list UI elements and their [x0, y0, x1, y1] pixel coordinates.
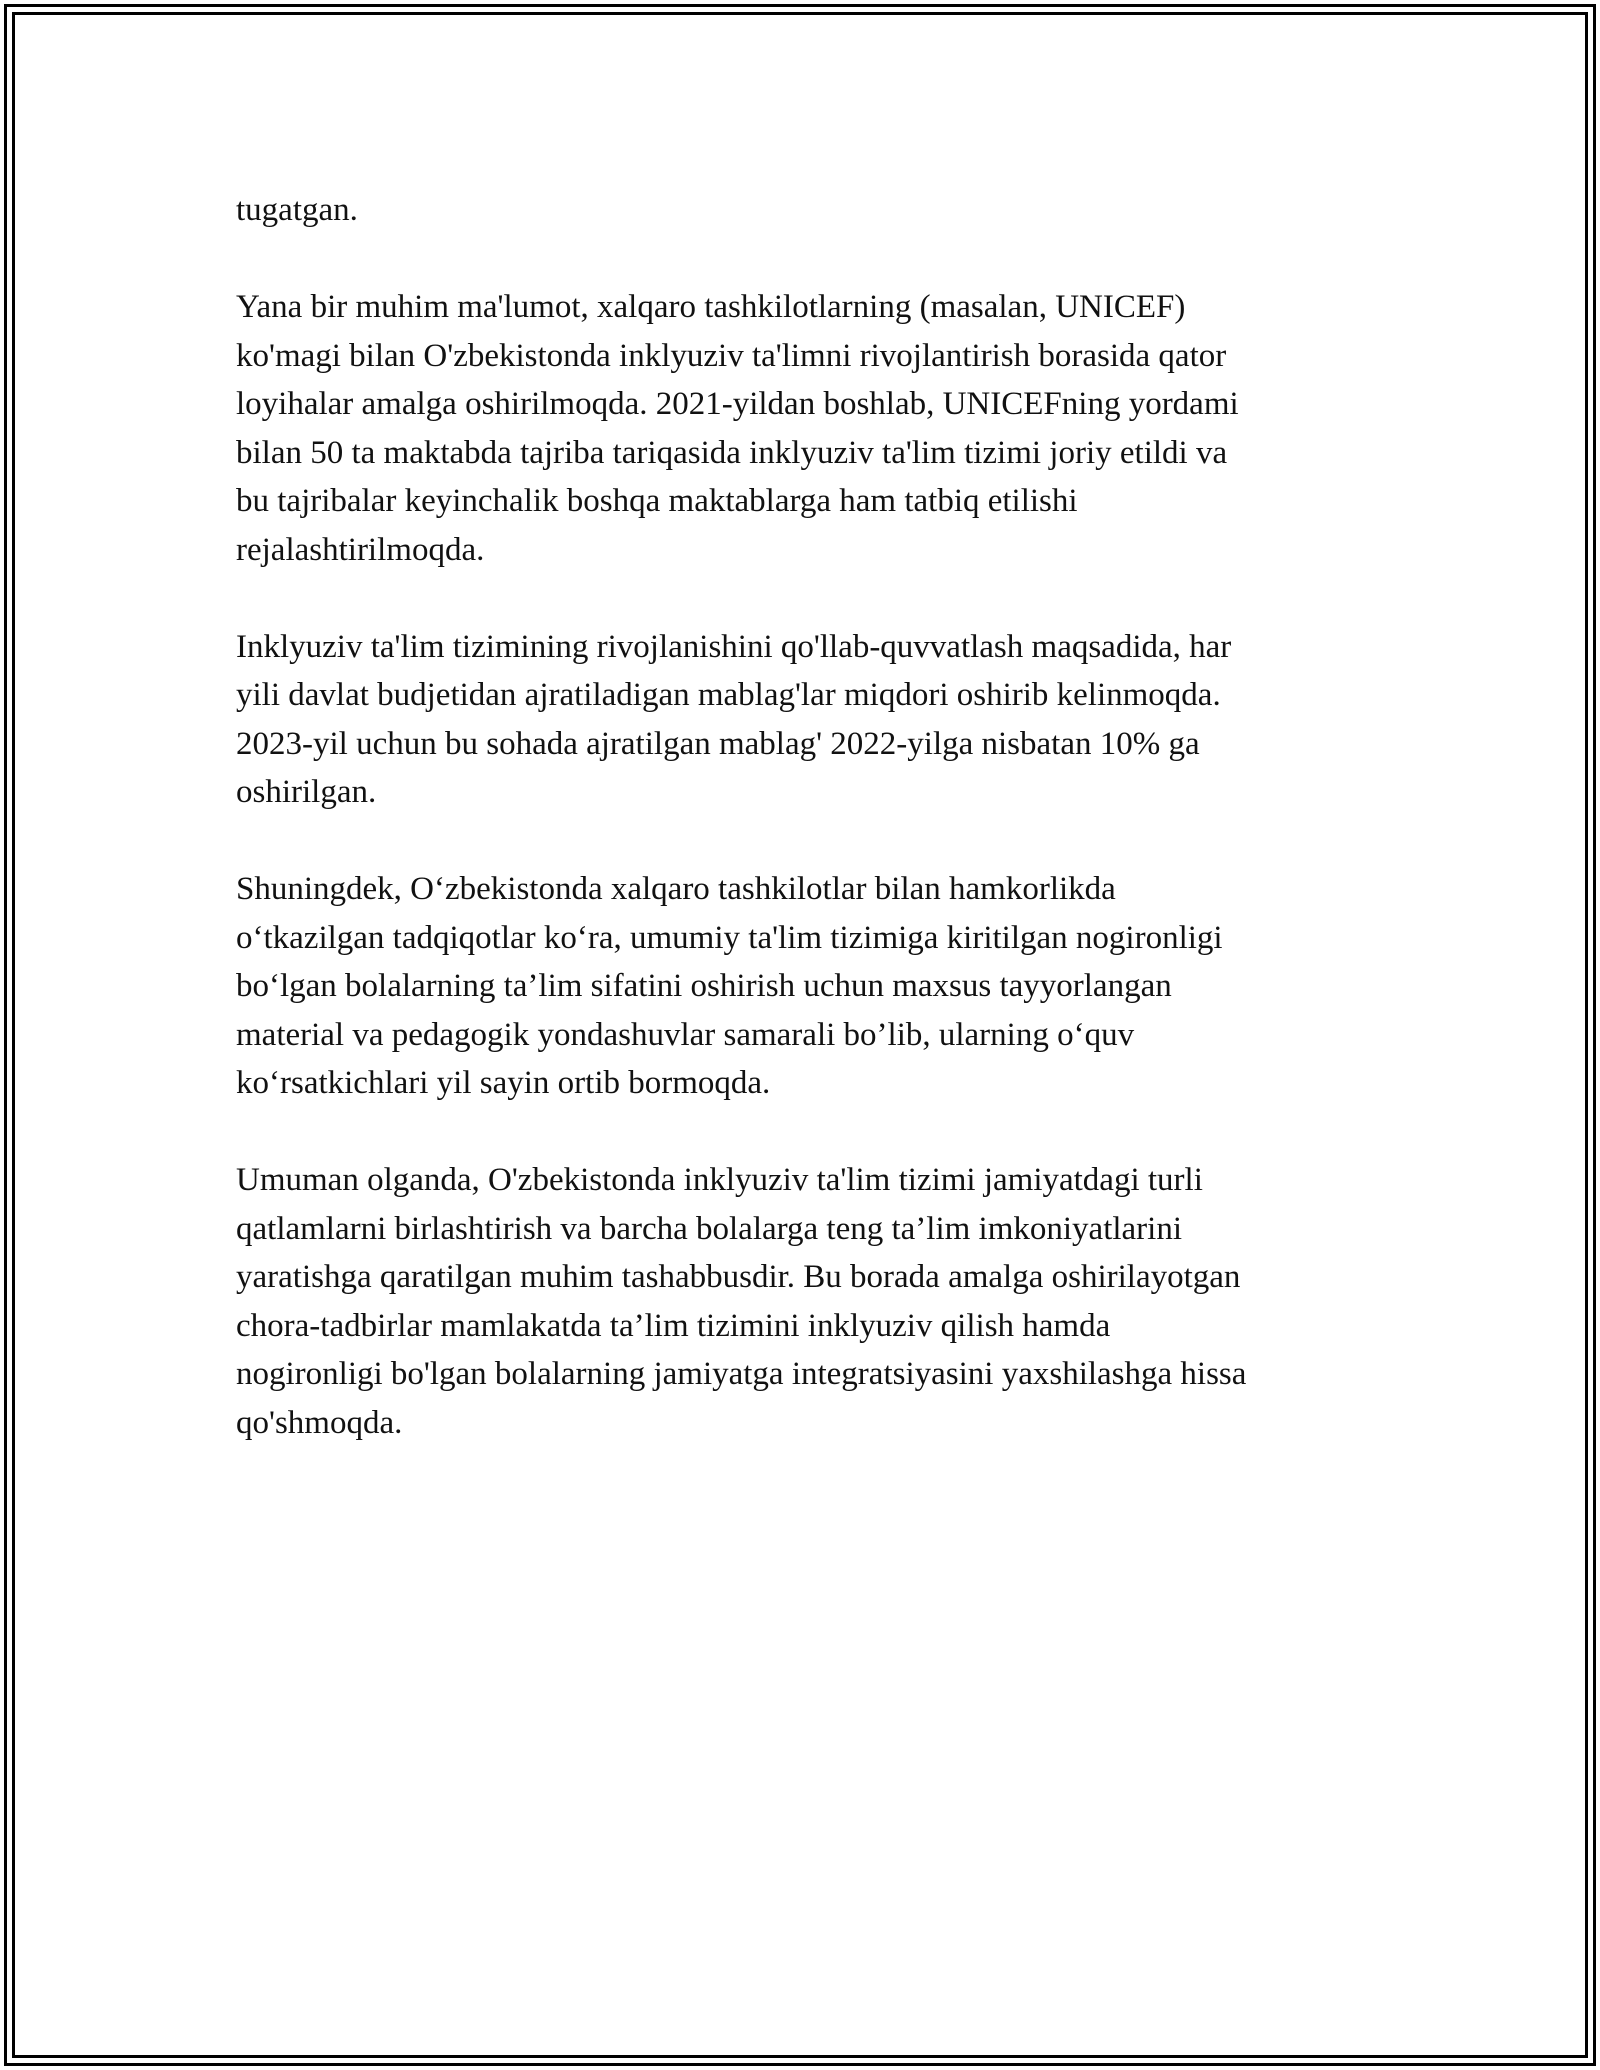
text-line: Yana bir muhim ma'lumot, xalqaro tashkilotlarning (masalan, UNICEF): [236, 289, 1186, 325]
text-line: o‘tkazilgan tadqiqotlar ko‘ra, umumiy ta'lim tizimiga kiritilgan nogironligi: [236, 919, 1223, 956]
text-line: qatlamlarni birlashtirish va barcha bolalarga teng ta’lim imkoniyatlarini: [236, 1210, 1183, 1247]
text-line: rejalashtirilmoqda.: [236, 531, 485, 568]
text-line: tugatgan.: [236, 192, 358, 228]
paragraph-unicef-projects: [236, 283, 1366, 574]
text-line: nogironligi bo'lgan bolalarning jamiyatga integratsiyasini yaxshilashga hissa: [236, 1356, 1247, 1392]
text-line: chora-tadbirlar mamlakatda ta’lim tizimini inklyuziv qilish hamda: [236, 1307, 1111, 1344]
text-line: ko'magi bilan O'zbekistonda inklyuziv ta'limni rivojlantirish borasida qator: [236, 337, 1227, 374]
text-line: ko‘rsatkichlari yil sayin ortib bormoqda.: [236, 1065, 771, 1101]
text-line: Umuman olganda, O'zbekistonda inklyuziv ta'lim tizimi jamiyatdagi turli: [236, 1162, 1203, 1198]
text-line: yaratishga qaratilgan muhim tashabbusdir. Bu borada amalga oshirilayotgan: [236, 1259, 1241, 1295]
text-line: bo‘lgan bolalarning ta’lim sifatini oshirish uchun maxsus tayyorlangan: [236, 968, 1172, 1004]
paragraph-continuation: [236, 186, 1366, 235]
text-line: yili davlat budjetidan ajratiladigan mablag'lar miqdori oshirib kelinmoqda.: [236, 677, 1221, 713]
document-body: [236, 186, 1366, 1496]
paragraph-research-results: [236, 865, 1366, 1108]
text-line: bu tajribalar keyinchalik boshqa maktablarga ham tatbiq etilishi: [236, 483, 1078, 519]
text-line: bilan 50 ta maktabda tajriba tariqasida inklyuziv ta'lim tizimi joriy etildi va: [236, 434, 1228, 471]
paragraph-budget-funding: [236, 623, 1366, 817]
paragraph-conclusion: [236, 1156, 1366, 1447]
text-line: Shuningdek, O‘zbekistonda xalqaro tashkilotlar bilan hamkorlikda: [236, 871, 1116, 907]
text-line: Inklyuziv ta'lim tizimining rivojlanishini qo'llab-quvvatlash maqsadida, har: [236, 628, 1232, 665]
text-line: material va pedagogik yondashuvlar samarali bo’lib, ularning o‘quv: [236, 1016, 1135, 1053]
text-line: loyihalar amalga oshirilmoqda. 2021-yildan boshlab, UNICEFning yordami: [236, 386, 1239, 422]
text-line: qo'shmoqda.: [236, 1404, 403, 1441]
text-line: oshirilgan.: [236, 774, 377, 810]
text-line: 2023-yil uchun bu sohada ajratilgan mablag' 2022-yilga nisbatan 10% ga: [236, 725, 1200, 762]
